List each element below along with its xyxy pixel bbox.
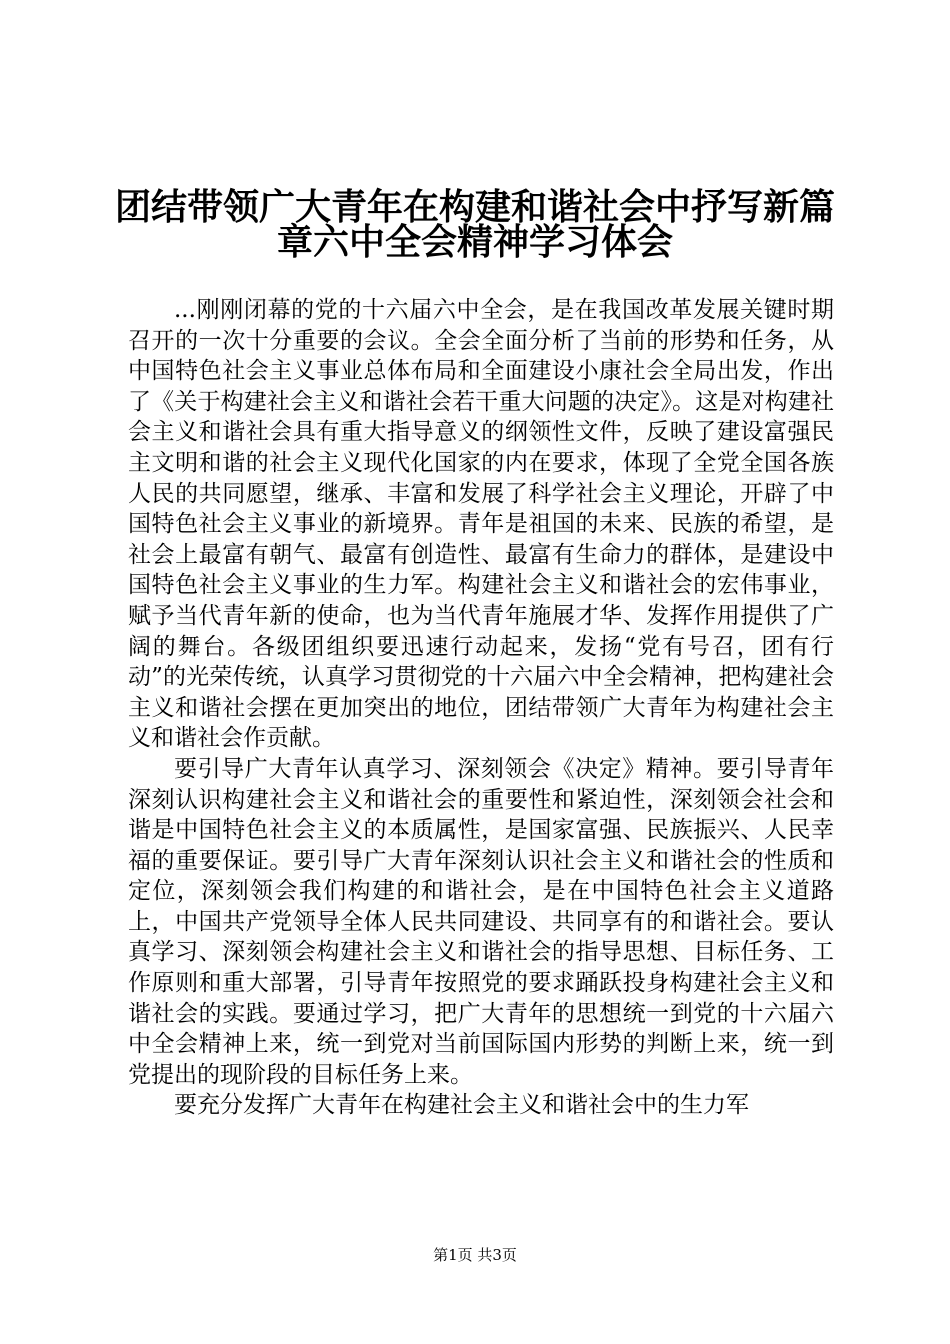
- document-title-line-2: 章六中全会精神学习体会: [276, 221, 673, 263]
- paragraph-3: 要充分发挥广大青年在构建社会主义和谐社会中的生力军: [174, 1092, 749, 1119]
- page-number-footer: 第1页 共3页: [433, 1246, 517, 1264]
- document-title-line-1: 团结带领广大青年在构建和谐社会中抒写新篇: [114, 186, 835, 228]
- paragraph-1: ...刚刚闭幕的党的十六届六中全会，是在我国改革发展关键时期召开的一次十分重要的会议。全会全面分析了当前的形势和任务，从中国特色社会主义事业总体布局和全面建设小康社会全局出发，作出了《关于构建社会主义和谐社会若干重大问题的决定》。这是对构建社会主义和谐社会具有重大指导意义的纲领性文件，反映了建设富强民主文明和谐的社会主义现代化国家的内在要求，体现了全党全国各族人民的共同愿望，继承、丰富和发展了科学社会主义理论，开辟了中国特色社会主义事业的新境界。青年是祖国的未来、民族的希望，是社会上最富有朝气、最富有创造性、最富有生命力的群体，是建设中国特色社会主义事业的生力军。构建社会主义和谐社会的宏伟事业，赋予当代青年新的使命，也为当代青年施展才华、发挥作用提供了广阔的舞台。各级团组织要迅速行动起来，发扬“党有号召，团有行动”的光荣传统，认真学习贯彻党的十六届六中全会精神，把构建社会主义和谐社会摆在更加突出的地位，团结带领广大青年为构建社会主义和谐社会作贡献。: [128, 297, 834, 752]
- paragraph-2: 要引导广大青年认真学习、深刻领会《决定》精神。要引导青年深刻认识构建社会主义和谐社会的重要性和紧迫性，深刻领会社会和谐是中国特色社会主义的本质属性，是国家富强、民族振兴、人民幸福的重要保证。要引导广大青年深刻认识社会主义和谐社会的性质和定位，深刻领会我们构建的和谐社会，是在中国特色社会主义道路上，中国共产党领导全体人民共同建设、共同享有的和谐社会。要认真学习、深刻领会构建社会主义和谐社会的指导思想、目标任务、工作原则和重大部署，引导青年按照党的要求踊跃投身构建社会主义和谐社会的实践。要通过学习，把广大青年的思想统一到党的十六届六中全会精神上来，统一到党对当前国际国内形势的判断上来，统一到党提出的现阶段的目标任务上来。: [128, 755, 834, 1088]
- document-body: [128, 295, 834, 1121]
